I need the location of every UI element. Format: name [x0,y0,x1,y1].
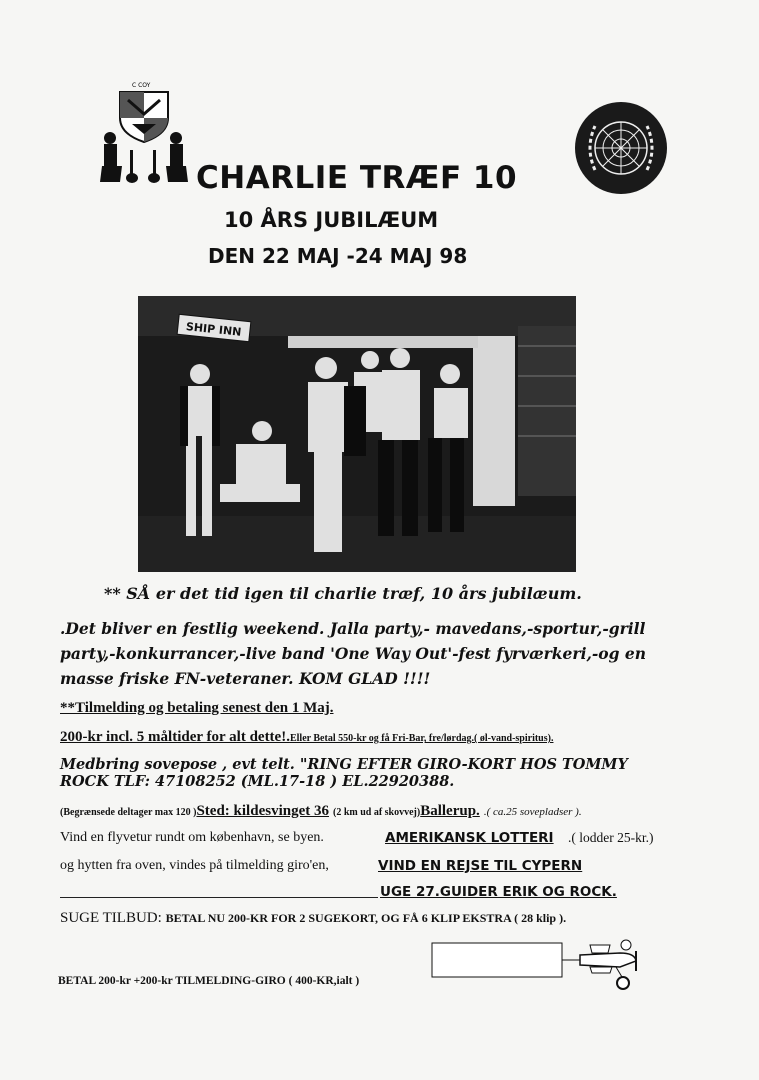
group-photo [138,296,576,572]
guide-week: UGE 27.GUIDER ERIK OG ROCK. [380,884,617,900]
bring-and-contact: Medbring sovepose , evt telt. "RING EFTER GIRO-KORT HOS TOMMY ROCK TLF: 47108252 (ML.17-18 ) EL.22920388. [60,756,628,790]
price-line [60,728,553,746]
offer-lead: SUGE TILBUD: [60,910,162,926]
lottery-note: .( lodder 25-kr.) [568,830,654,845]
venue-beds: .( ca.25 sovepladser ). [483,806,582,818]
offer-details: BETAL NU 200-KR FOR 2 SUGEKORT, OG FÅ 6 KLIP EKSTRA ( 28 klip ). [165,911,567,925]
divider-line [60,897,378,898]
event-dates: DEN 22 MAJ -24 MAJ 98 [208,244,468,268]
intro-text: ** SÅ er det tid igen til charlie træf, 10 års jubilæum. [104,584,582,603]
c-coy-logo [92,78,200,188]
plane-banner-icon [430,935,645,995]
flight-line-2: og hytten fra oven, vindes på tilmelding giro'en, [60,858,329,873]
flight-line-1: Vind en flyvetur rundt om københavn, se byen. [60,830,324,845]
signup-deadline: **Tilmelding og betaling senest den 1 Maj. [60,700,334,716]
offer-line [60,910,566,927]
price-main: 200-kr incl. 5 måltider for alt dette!. [60,729,290,745]
venue-line [60,802,582,820]
event-subtitle: 10 ÅRS JUBILÆUM [224,208,439,232]
ship-inn-sign: SHIP INN [185,320,242,339]
payment-line: BETAL 200-kr +200-kr TILMELDING-GIRO ( 400-KR,ialt ) [58,975,360,987]
participants-limit: (Begrænsede deltager max 120 ) [60,807,197,818]
event-title: CHARLIE TRÆF 10 [196,160,518,196]
cyprus-prize: VIND EN REJSE TIL CYPERN [378,858,583,874]
venue-note: (2 km ud af skovvej) [332,807,421,818]
logo-caption: C COY [132,82,151,89]
venue-address: Sted: kildesvinget 36 [196,803,329,819]
event-description: .Det bliver en festlig weekend. Jalla party,- mavedans,-sportur,-grill party,-konkurrancer,-live band 'One Way Out'-fest fyrværkeri,-og en masse friske FN-veteraner. KOM GLAD !!!! [60,619,646,688]
price-alternative: Eller Betal 550-kr og få Fri-Bar, fre/lørdag.( øl-vand-spiritus). [289,733,554,744]
lottery-heading: AMERIKANSK LOTTERI [385,830,554,846]
venue-city: Ballerup. [420,803,480,819]
